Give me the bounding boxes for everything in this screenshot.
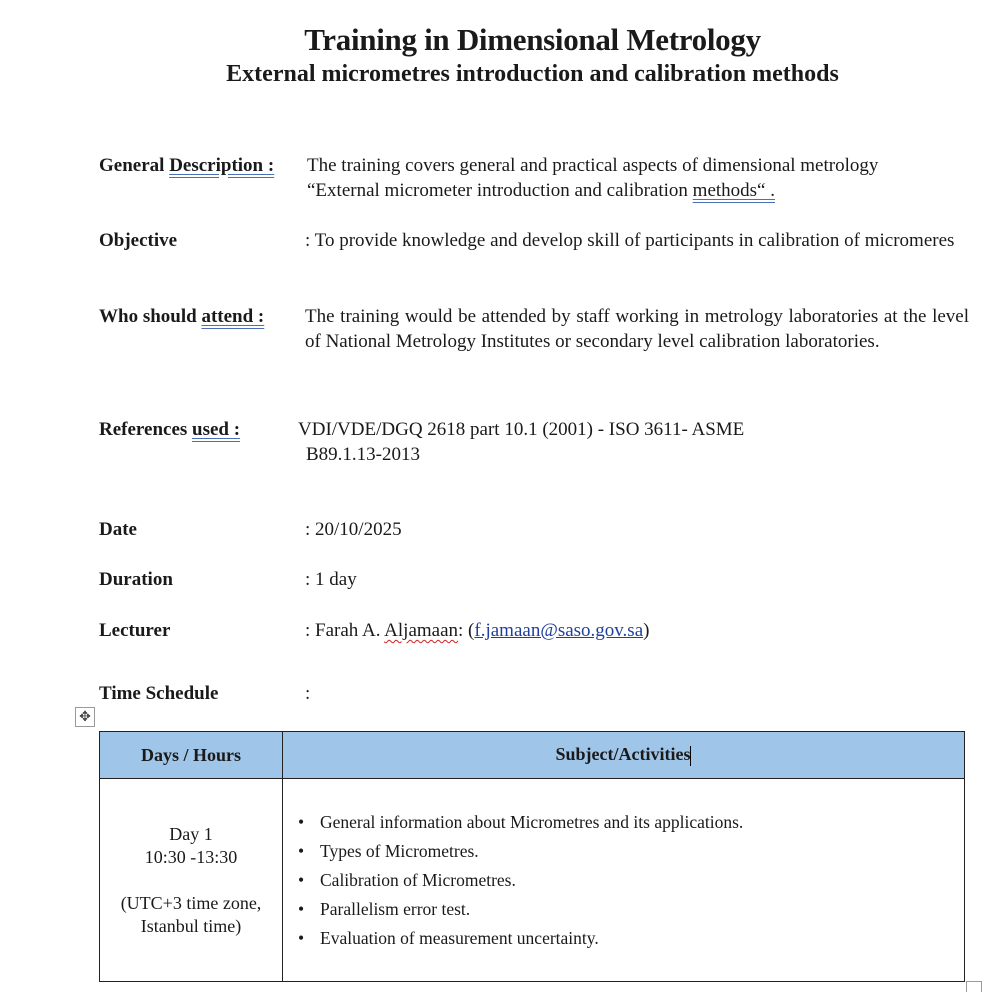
lecturer-value — [305, 618, 969, 643]
bullet-icon: • — [298, 811, 305, 832]
bullet-icon: • — [298, 927, 305, 948]
list-item — [298, 895, 963, 924]
timezone-line: Istanbul time) — [140, 915, 242, 936]
references-value — [298, 417, 938, 467]
table-resize-handle[interactable] — [966, 981, 982, 992]
header-days-hours: Days / Hours — [100, 732, 283, 779]
email-link[interactable]: f.jamaan@saso.gov.sa — [474, 620, 644, 641]
list-item — [298, 924, 963, 953]
spellcheck-flag[interactable]: Aljamaan — [384, 620, 459, 641]
value-line — [307, 178, 971, 203]
date-value: : 20/10/2025 — [305, 519, 402, 540]
value-text: “External micrometer introduction and calibration — [307, 180, 693, 201]
general-description-value — [307, 153, 971, 203]
text-cursor — [690, 746, 691, 766]
grammar-flag[interactable]: used : — [192, 419, 241, 440]
document-title: Training in Dimensional Metrology — [304, 22, 761, 57]
bullet-icon: • — [298, 898, 305, 919]
list-item — [298, 866, 963, 895]
activity-text: General information about Micrometres and its applications. — [320, 811, 744, 832]
objective-label: Objective — [99, 230, 178, 251]
who-should-attend-value: The training would be attended by staff working in metrology laboratories at the level of National Metrology Institutes or secondary level calibration laboratories. — [305, 306, 969, 352]
label-text: Who should — [99, 306, 202, 327]
timezone-line: (UTC+3 time zone, — [120, 892, 262, 913]
grammar-flag[interactable]: attend : — [201, 306, 265, 327]
day-label: Day 1 — [169, 823, 213, 844]
grammar-flag[interactable]: Description : — [169, 155, 275, 176]
schedule-table — [99, 731, 965, 982]
activity-text: Types of Micrometres. — [320, 840, 479, 861]
lecturer-label: Lecturer — [99, 620, 171, 641]
label-text: References — [99, 419, 193, 440]
list-item — [298, 808, 963, 837]
activities-list — [284, 808, 963, 953]
bullet-icon: • — [298, 840, 305, 861]
header-subject-activities — [283, 732, 965, 779]
day-hours-cell — [100, 779, 283, 982]
value-line: B89.1.13-2013 — [306, 444, 420, 465]
four-arrows-move-icon[interactable]: ✥ — [75, 707, 95, 727]
activity-text: Parallelism error test. — [320, 898, 471, 919]
references-label — [99, 417, 240, 442]
activity-text: Calibration of Micrometres. — [320, 869, 516, 890]
hours-label: 10:30 -13:30 — [144, 846, 238, 867]
time-schedule-value: : — [305, 683, 311, 704]
table-row — [100, 779, 965, 982]
date-label: Date — [99, 519, 137, 540]
activities-cell — [283, 779, 965, 982]
duration-label: Duration — [99, 569, 173, 590]
label-text: General — [99, 155, 170, 176]
objective-value: : To provide knowledge and develop skill of participants in calibration of micromeres — [305, 230, 955, 251]
list-item — [298, 837, 963, 866]
header-text: Subject/Activities — [555, 744, 691, 765]
duration-value: : 1 day — [305, 569, 357, 590]
general-description-label — [99, 153, 274, 178]
suffix-text: ) — [643, 620, 650, 641]
separator-text: : ( — [458, 620, 475, 641]
who-should-attend-label — [99, 304, 264, 329]
bullet-icon: • — [298, 869, 305, 890]
time-schedule-label: Time Schedule — [99, 683, 219, 704]
value-line: The training covers general and practical aspects of dimensional metrology — [307, 155, 879, 176]
activity-text: Evaluation of measurement uncertainty. — [320, 927, 599, 948]
table-header-row — [100, 732, 965, 779]
value-line: VDI/VDE/DGQ 2618 part 10.1 (2001) - ISO 3611- ASME — [298, 419, 745, 440]
lecturer-name: : Farah A. — [305, 620, 385, 641]
document-subtitle: External micrometres introduction and calibration methods — [226, 61, 839, 87]
grammar-flag[interactable]: methods“ . — [692, 180, 775, 201]
